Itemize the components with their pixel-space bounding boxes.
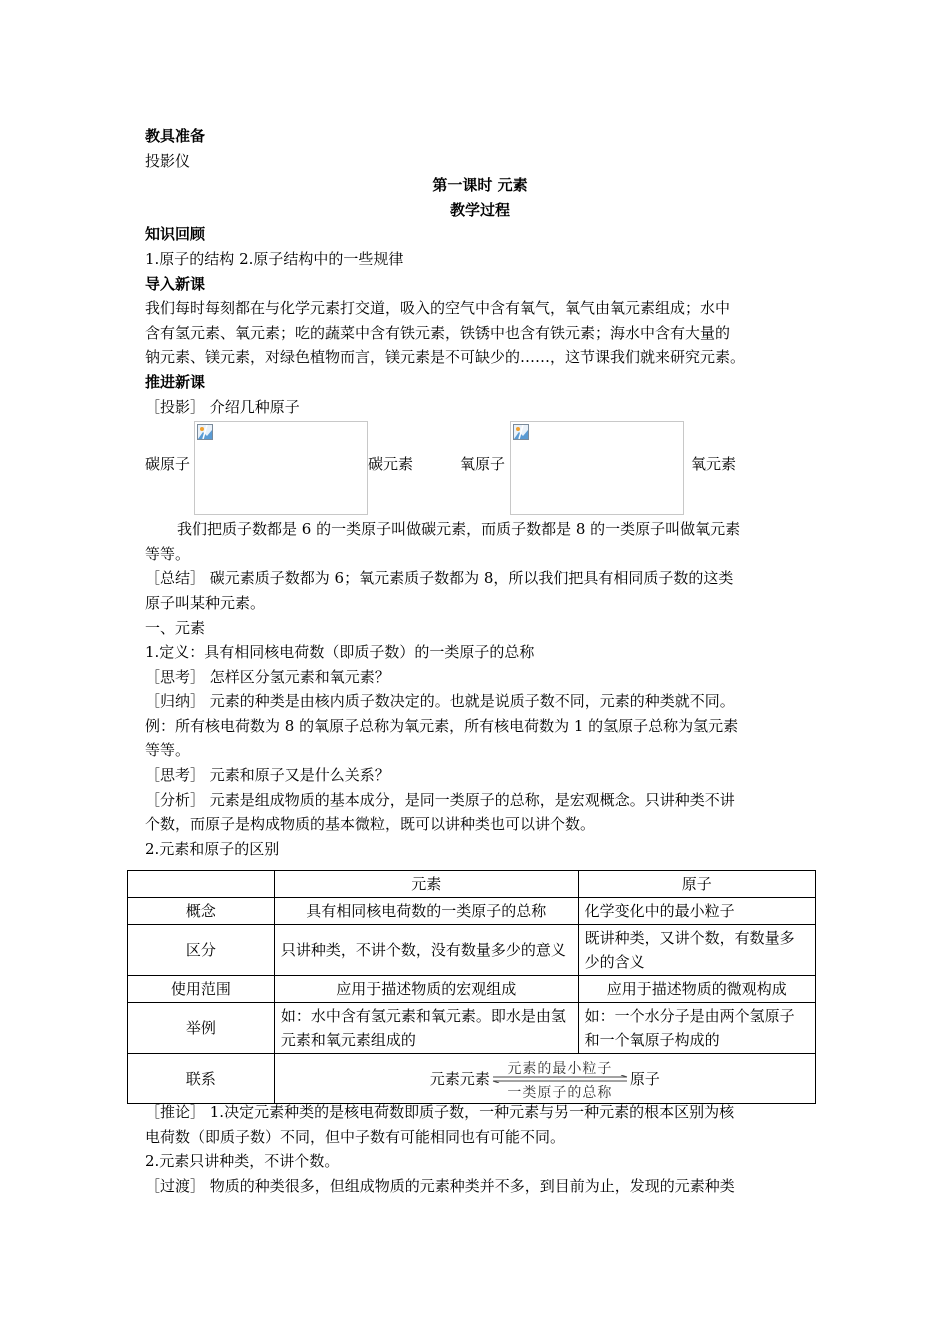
relation-diagram: [430, 1057, 660, 1101]
review-text: 1.原子的结构 2.原子结构中的一些规律: [145, 249, 404, 268]
atom-cell: 如：一个水分子是由两个氢原子和一个氧原子构成的: [578, 1003, 815, 1054]
table-row: [128, 976, 816, 1003]
atom-figure-row: [145, 419, 815, 517]
relation-arrows: [491, 1057, 629, 1101]
table-header-row: [128, 871, 816, 898]
element-cell: 具有相同核电荷数的一类原子的总称: [274, 898, 578, 925]
row-label: 联系: [128, 1054, 275, 1104]
analysis-line: ［分析］ 元素是组成物质的基本成分，是同一类原子的总称，是宏观概念。只讲种类不讲: [145, 790, 735, 809]
arrow-top-label: 元素的最小粒子: [507, 1060, 613, 1077]
oxygen-element-label: 氧元素: [691, 455, 737, 474]
row-label: 概念: [128, 898, 275, 925]
comparison-table: [127, 870, 816, 1104]
atom-cell: 应用于描述物质的微观构成: [578, 976, 815, 1003]
inference-line: 电荷数（即质子数）不同，但中子数有可能相同也有可能不同。: [145, 1127, 566, 1146]
carbon-atom-label: 碳原子: [145, 455, 191, 474]
section-heading: 一、元素: [145, 618, 206, 637]
protons-paragraph-line: 等等。: [145, 544, 191, 563]
review-heading: 知识回顾: [145, 225, 206, 244]
table-header-cell: 原子: [578, 871, 815, 898]
document-body-continued: [145, 1100, 815, 1198]
advance-heading: 推进新课: [145, 372, 206, 391]
document-body: [145, 124, 815, 861]
intro-line: 钠元素、镁元素，对绿色植物而言，镁元素是不可缺少的……，这节课我们就来研究元素。: [145, 348, 746, 367]
think-question: ［思考］ 元素和原子又是什么关系？: [145, 766, 390, 785]
induction-line: ［归纳］ 元素的种类是由核内质子数决定的。也就是说质子数不同，元素的种类就不同。: [145, 692, 735, 711]
table-header-cell: 元素: [274, 871, 578, 898]
projection-line: ［投影］ 介绍几种原子: [145, 397, 300, 416]
arrow-bottom-label: 一类原子的总称: [507, 1084, 613, 1101]
table-row: [128, 898, 816, 925]
induction-line: 例：所有核电荷数为 8 的氧原子总称为氧元素，所有核电荷数为 1 的氢原子总称为氢元素: [145, 716, 739, 735]
intro-line: 含有氢元素、氧元素；吃的蔬菜中含有铁元素，铁锈中也含有铁元素；海水中含有大量的: [145, 323, 731, 342]
row-label: 区分: [128, 925, 275, 976]
protons-paragraph-line: 我们把质子数都是 6 的一类原子叫做碳元素，而质子数都是 8 的一类原子叫做氧元素: [177, 520, 741, 539]
prep-item: 投影仪: [145, 151, 191, 170]
table-header-cell: [128, 871, 275, 898]
relation-cell: [274, 1054, 815, 1104]
atom-cell: 既讲种类，又讲个数，有数量多少的含义: [578, 925, 815, 976]
row-label: 使用范围: [128, 976, 275, 1003]
inference-item-2: 2.元素只讲种类，不讲个数。: [145, 1152, 340, 1171]
relation-left: 元素元素: [429, 1069, 490, 1088]
prep-heading: 教具准备: [145, 127, 206, 145]
element-cell: 应用于描述物质的宏观组成: [274, 976, 578, 1003]
table-row-relation: [128, 1054, 816, 1104]
table-row: [128, 1003, 816, 1054]
think-question: ［思考］ 怎样区分氢元素和氧元素？: [145, 667, 390, 686]
broken-image-icon: [513, 424, 529, 440]
transition-line: ［过渡］ 物质的种类很多，但组成物质的元素种类并不多，到目前为止，发现的元素种类: [145, 1176, 735, 1195]
definition: 1.定义：具有相同核电荷数（即质子数）的一类原子的总称: [145, 643, 535, 662]
inference-line: ［推论］ 1.决定元素种类的是核电荷数即质子数，一种元素与另一种元素的根本区别为核: [145, 1103, 735, 1121]
element-cell: 只讲种类，不讲个数，没有数量多少的意义: [274, 925, 578, 976]
intro-heading: 导入新课: [145, 274, 206, 293]
oxygen-atom-label: 氧原子: [460, 455, 506, 474]
summary-line: ［总结］ 碳元素质子数都为 6；氧元素质子数都为 8，所以我们把具有相同质子数的这类: [145, 569, 734, 588]
intro-line: 我们每时每刻都在与化学元素打交道，吸入的空气中含有氧气，氧气由氧元素组成；水中: [145, 299, 731, 318]
element-cell: 如：水中含有氢元素和氧元素。即水是由氢元素和氧元素组成的: [274, 1003, 578, 1054]
analysis-line: 个数，而原子是构成物质的基本微粒，既可以讲种类也可以讲个数。: [145, 815, 596, 834]
table-row: [128, 925, 816, 976]
relation-right: 原子: [629, 1069, 660, 1088]
diff-heading: 2.元素和原子的区别: [145, 839, 280, 858]
atom-cell: 化学变化中的最小粒子: [578, 898, 815, 925]
lesson-title: 第一课时 元素: [432, 176, 528, 195]
process-title: 教学过程: [449, 200, 510, 219]
summary-line: 原子叫某种元素。: [145, 593, 266, 612]
oxygen-atom-image: [510, 421, 684, 515]
carbon-atom-image: [194, 421, 368, 515]
broken-image-icon: [197, 424, 213, 440]
row-label: 举例: [128, 1003, 275, 1054]
induction-line: 等等。: [145, 741, 191, 760]
carbon-element-label: 碳元素: [368, 455, 414, 474]
